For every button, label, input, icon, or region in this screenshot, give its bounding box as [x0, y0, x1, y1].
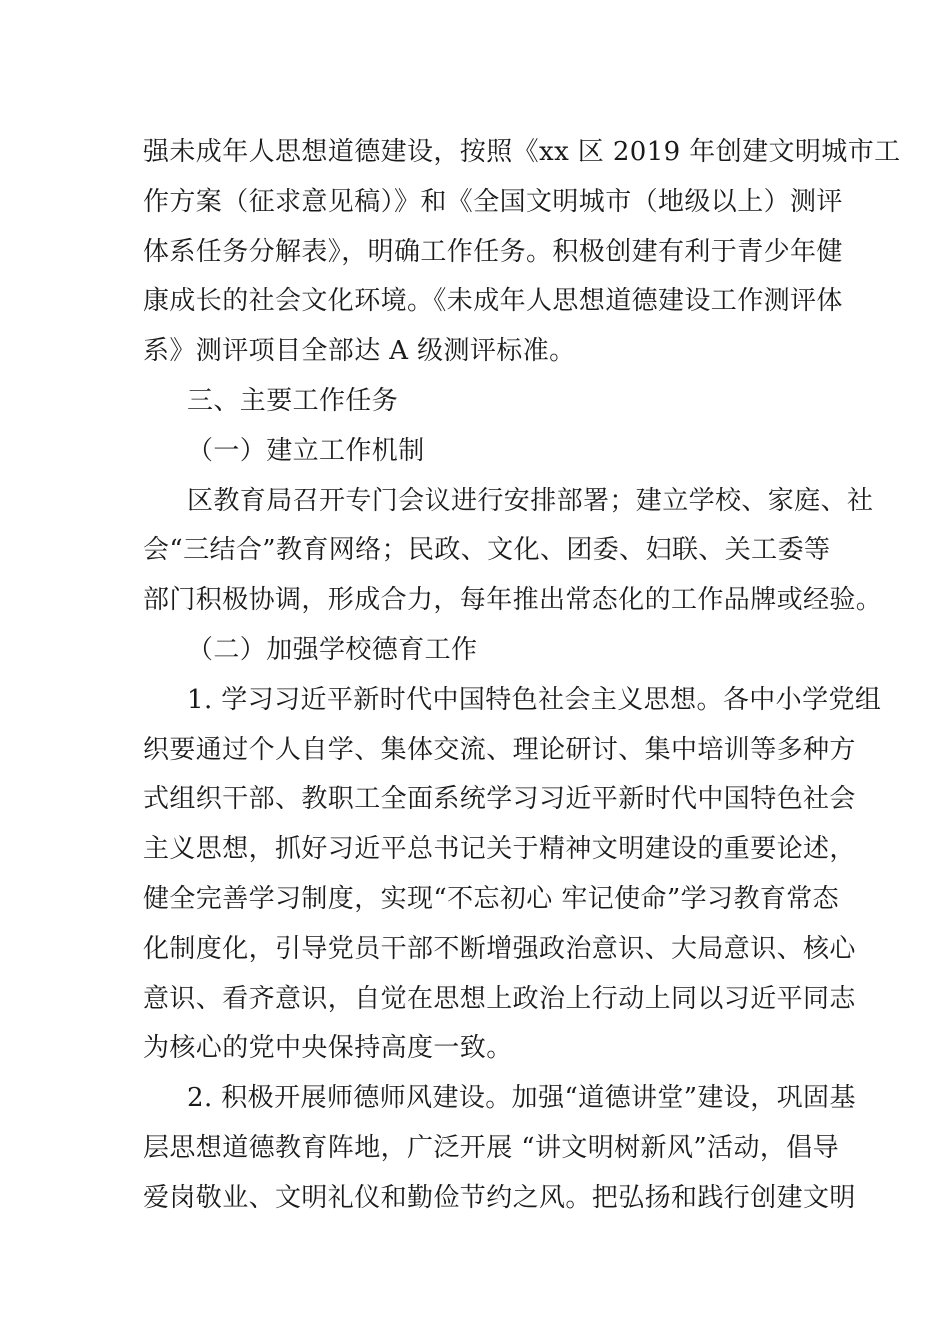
text-line: 主义思想，抓好习近平总书记关于精神文明建设的重要论述， — [143, 834, 856, 865]
text-line: 织要通过个人自学、集体交流、理论研讨、集中培训等多种方 — [143, 734, 856, 765]
paragraph-start: 2. 积极开展师德师风建设。加强“道德讲堂”建设，巩固基 — [187, 1083, 856, 1114]
text-line: 意识、看齐意识，自觉在思想上政治上行动上同以习近平同志 — [143, 983, 856, 1014]
text-line: 化制度化，引导党员干部不断增强政治意识、大局意识、核心 — [143, 933, 856, 964]
text-line: 系》测评项目全部达 A 级测评标准。 — [143, 336, 576, 367]
text-line: 作方案（征求意见稿）》和《全国文明城市（地级以上）测评 — [143, 186, 843, 217]
text-line: 体系任务分解表》，明确工作任务。积极创建有利于青少年健 — [143, 236, 843, 267]
subsection-heading: （一）建立工作机制 — [187, 435, 425, 466]
paragraph-start: 区教育局召开专门会议进行安排部署；建立学校、家庭、社 — [187, 485, 874, 516]
paragraph-start: 1. 学习习近平新时代中国特色社会主义思想。各中小学党组 — [187, 684, 882, 715]
section-heading: 三、主要工作任务 — [187, 385, 399, 416]
text-line: 健全完善学习制度，实现“不忘初心 牢记使命”学习教育常态 — [143, 883, 840, 914]
subsection-heading: （二）加强学校德育工作 — [187, 634, 478, 665]
document-body — [143, 128, 901, 1224]
text-line: 部门积极协调，形成合力，每年推出常态化的工作品牌或经验。 — [143, 585, 883, 616]
text-line: 式组织干部、教职工全面系统学习习近平新时代中国特色社会 — [143, 784, 856, 815]
text-line: 会“三结合”教育网络；民政、文化、团委、妇联、关工委等 — [143, 535, 831, 566]
text-line: 层思想道德教育阵地，广泛开展 “讲文明树新风”活动，倡导 — [143, 1132, 840, 1163]
text-line: 为核心的党中央保持高度一致。 — [143, 1033, 513, 1064]
text-line: 爱岗敬业、文明礼仪和勤俭节约之风。把弘扬和践行创建文明 — [143, 1182, 856, 1213]
text-line: 康成长的社会文化环境。《未成年人思想道德建设工作测评体 — [143, 286, 843, 317]
text-line: 强未成年人思想道德建设，按照《xx 区 2019 年创建文明城市工 — [143, 137, 901, 167]
